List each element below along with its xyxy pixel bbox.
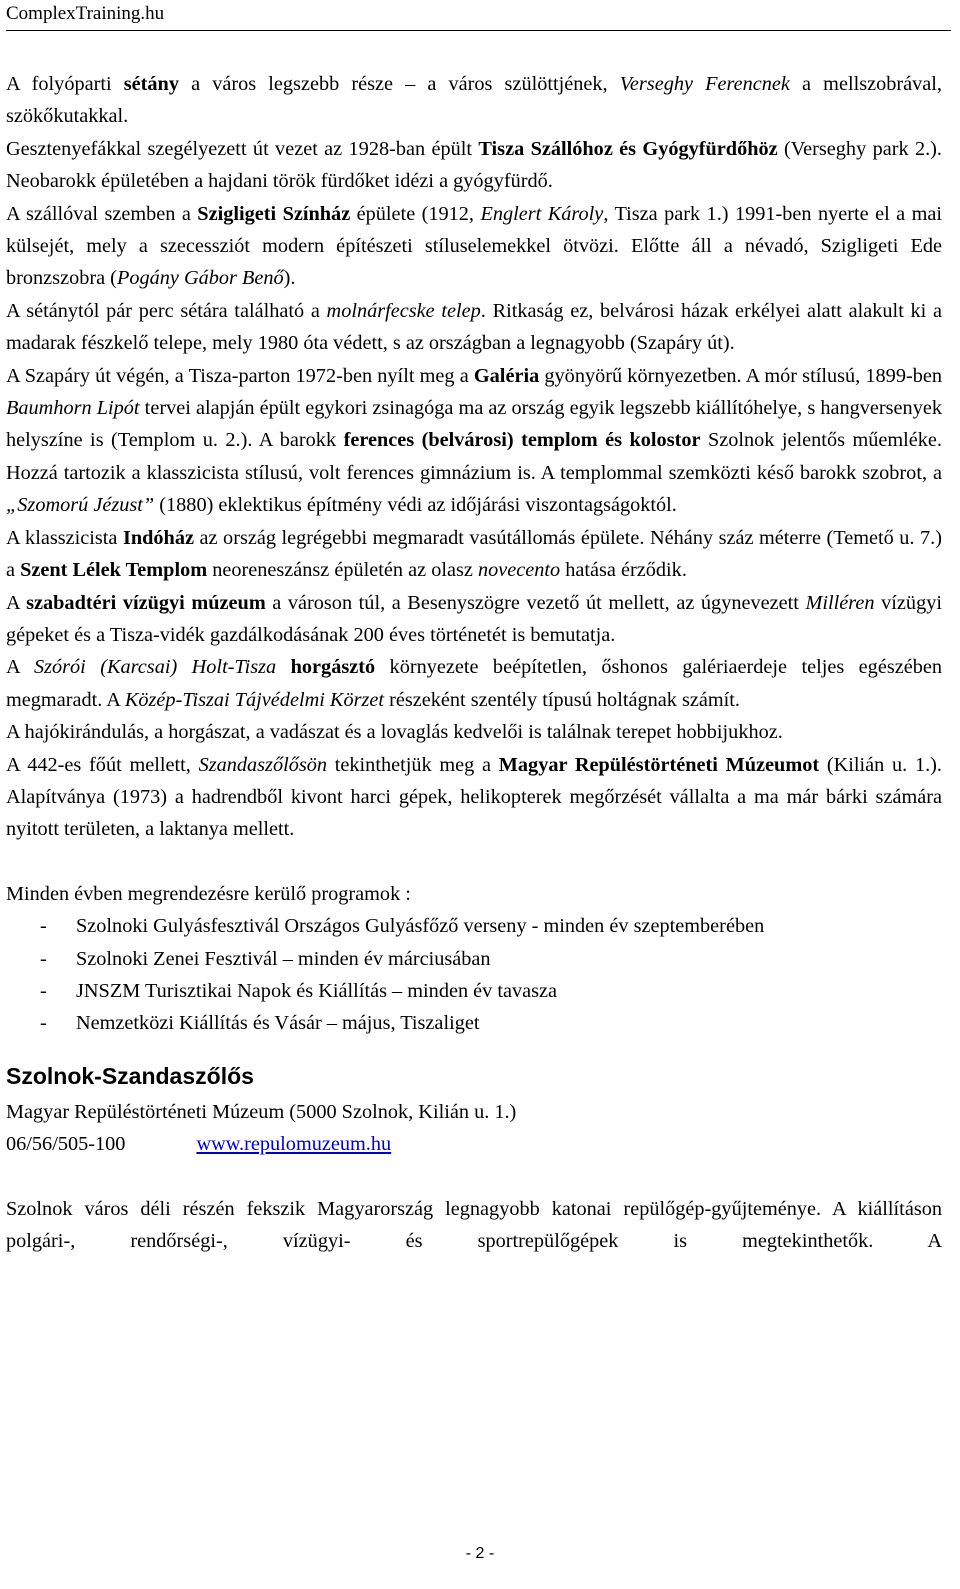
text: A 442-es főút mellett, (6, 753, 199, 776)
paragraph-repulomuzeum (6, 749, 942, 846)
paragraph-hobbi (6, 716, 942, 748)
text: A hajókirándulás, a horgászat, a vadászat és a lovaglás kedvelői is találnak terepet hobbijukhoz. (6, 721, 783, 744)
paragraph-vizugyi-muzeum (6, 587, 942, 652)
italic-text: molnárfecske telep (326, 299, 481, 322)
paragraph-indohaz (6, 522, 942, 587)
text: (Kilián u. 1.). Alapítványa (1973) a hadrendből kivont harci gépek, helikopterek megőrzését vállalta a ma már bárki számára nyitott területen, a laktanya mellett. (6, 753, 942, 841)
text: a mellszobrával, szökőkutakkal. (6, 73, 942, 128)
text: A (6, 591, 27, 614)
italic-text: Szórói (Karcsai) Holt-Tisza (33, 656, 277, 679)
text: hatása érződik. (560, 559, 687, 582)
page-number: - 2 - (465, 1545, 495, 1562)
list-dash: - (40, 1012, 47, 1035)
list-item (6, 943, 942, 975)
page-header (6, 0, 951, 31)
list-item (6, 1007, 942, 1039)
spacer (6, 846, 942, 878)
programs-list (6, 910, 942, 1040)
italic-text: Szandaszőlősön (198, 753, 328, 776)
text: gyönyörű környezetben. A mór stílusú, 1899-ben (539, 364, 942, 387)
text: A folyóparti (6, 73, 124, 95)
text: neoreneszánsz épületén az olasz (207, 559, 478, 582)
text: A sétánytól pár perc sétára található a (6, 299, 327, 322)
text: az ország legrégebbi megmaradt vasútállomás épülete. Néhány száz méterre (Temető u. 7.) a (6, 526, 942, 582)
list-item-text: Szolnoki Gulyásfesztivál Országos Gulyásfőző verseny - minden év szeptemberében (76, 915, 765, 938)
paragraph-szallo (6, 133, 942, 198)
phone-number: 06/56/505-100 (6, 1133, 126, 1156)
text: a városon túl, a Besenyszögre vezető út mellett, az úgynevezett (265, 591, 806, 614)
website-link[interactable]: www.repulomuzeum.hu (196, 1133, 392, 1156)
section-heading: Szolnok-Szandaszőlős (6, 1062, 254, 1089)
text: részeként szentély típusú holtágnak számít. (384, 688, 740, 711)
list-dash: - (40, 947, 47, 970)
text: környezete beépítetlen, őshonos galériaerdeje teljes egészében megmaradt. A (6, 656, 942, 711)
bold-text: sétány (123, 73, 179, 95)
text: ). (283, 267, 296, 290)
list-dash: - (40, 979, 47, 1002)
text: . Ritkaság ez, belvárosi házak erkélyei alatt alakult ki a madarak fészkelő telepe, mely 1980 óta védett, s az országban a legnagyobb (Szapáry út). (6, 299, 942, 355)
text: A szállóval szemben a (6, 202, 198, 225)
site-name: ComplexTraining.hu (6, 3, 165, 24)
text: (Verseghy park 2.). Neobarokk épületében a hajdani török fürdőket idézi a gyógyfürdő. (6, 137, 942, 193)
paragraph-szandaszolos: Szolnok város déli részén fekszik Magyarország legnagyobb katonai repülőgép-gyűjteménye. A kiállításon polgári-, rendőrségi-, vízügyi- és sportrepülőgépek is megtekinthetők. A (6, 1197, 942, 1252)
paragraph-molnarfecske (6, 295, 942, 360)
bold-text: szabadtéri vízügyi múzeum (26, 591, 266, 614)
list-item-text: Nemzetközi Kiállítás és Vásár – május, Tiszaliget (76, 1012, 480, 1035)
list-item (6, 910, 942, 942)
bold-text: horgásztó (290, 656, 376, 679)
italic-text: Baumhorn Lipót (6, 397, 140, 420)
bold-text: Galéria (473, 364, 540, 387)
bold-text: Tisza Szállóhoz és Gyógyfürdőhöz (478, 137, 778, 160)
text: tekinthetjük meg a (327, 753, 499, 776)
paragraph-setany (6, 68, 942, 133)
programs-intro: Minden évben megrendezésre kerülő programok : (6, 882, 411, 905)
text: A klasszicista (6, 526, 123, 549)
bold-text: Szent Lélek Templom (20, 559, 208, 582)
italic-text: Közép-Tiszai Tájvédelmi Körzet (124, 688, 385, 711)
text: vízügyi gépeket és a Tisza-vidék gazdálkodásának 200 éves történetét is bemutatja. (6, 591, 942, 646)
document-body (6, 68, 942, 1257)
italic-text: Pogány Gábor Benő (116, 267, 284, 290)
list-dash: - (40, 915, 47, 938)
spacer (6, 1161, 942, 1193)
paragraph-galeria (6, 360, 942, 522)
museum-address: Magyar Repüléstörténeti Múzeum (5000 Szolnok, Kilián u. 1.) (6, 1100, 517, 1123)
bold-text: Szigligeti Színház (197, 202, 351, 225)
bold-text: Indóház (122, 526, 194, 549)
contact-line (6, 1128, 942, 1160)
text: , Tisza park 1.) 1991-ben nyerte el a mai külsejét, mely a szecessziót modern építészeti stíluselemekkel ötvözi. Előtte áll a névadó, Szigligeti Ede bronzszobra ( (6, 202, 942, 290)
list-item-text: Szolnoki Zenei Fesztivál – minden év márciusában (76, 947, 491, 970)
italic-text: Milléren (805, 591, 875, 614)
text: a város legszebb része – a város szülöttjének, (178, 73, 620, 95)
italic-text: „Szomorú Jézust” (6, 494, 155, 517)
italic-text: Englert Károly (480, 202, 604, 225)
bold-text: ferences (belvárosi) templom és kolostor (343, 429, 701, 452)
list-item-text: JNSZM Turisztikai Napok és Kiállítás – minden év tavasza (76, 979, 558, 1002)
italic-text: novecento (477, 559, 561, 582)
paragraph-szinhaz (6, 198, 942, 295)
list-item (6, 975, 942, 1007)
text: A (6, 656, 34, 679)
text (276, 656, 290, 678)
bold-text: Magyar Repüléstörténeti Múzeumot (498, 753, 820, 776)
italic-text: Verseghy Ferencnek (619, 73, 790, 95)
text: Szolnok jelentős műemléke. Hozzá tartozik a klasszicista stílusú, volt ferences gimnázium is. A templommal szemközti késő barokk szobrot, a (6, 429, 942, 484)
paragraph-horgaszto (6, 651, 942, 716)
text: Gesztenyefákkal szegélyezett út vezet az 1928-ban épült (6, 137, 479, 160)
text: épülete (1912, (350, 202, 481, 225)
text: (1880) eklektikus építmény védi az időjárási viszontagságoktól. (154, 494, 677, 517)
text: tervei alapján épült egykori zsinagóga ma az ország egyik legszebb kiállítóhelye, s hangversenyek helyszíne is (Templom u. 2.). A barokk (6, 397, 942, 452)
text: A Szapáry út végén, a Tisza-parton 1972-ben nyílt meg a (6, 364, 474, 387)
